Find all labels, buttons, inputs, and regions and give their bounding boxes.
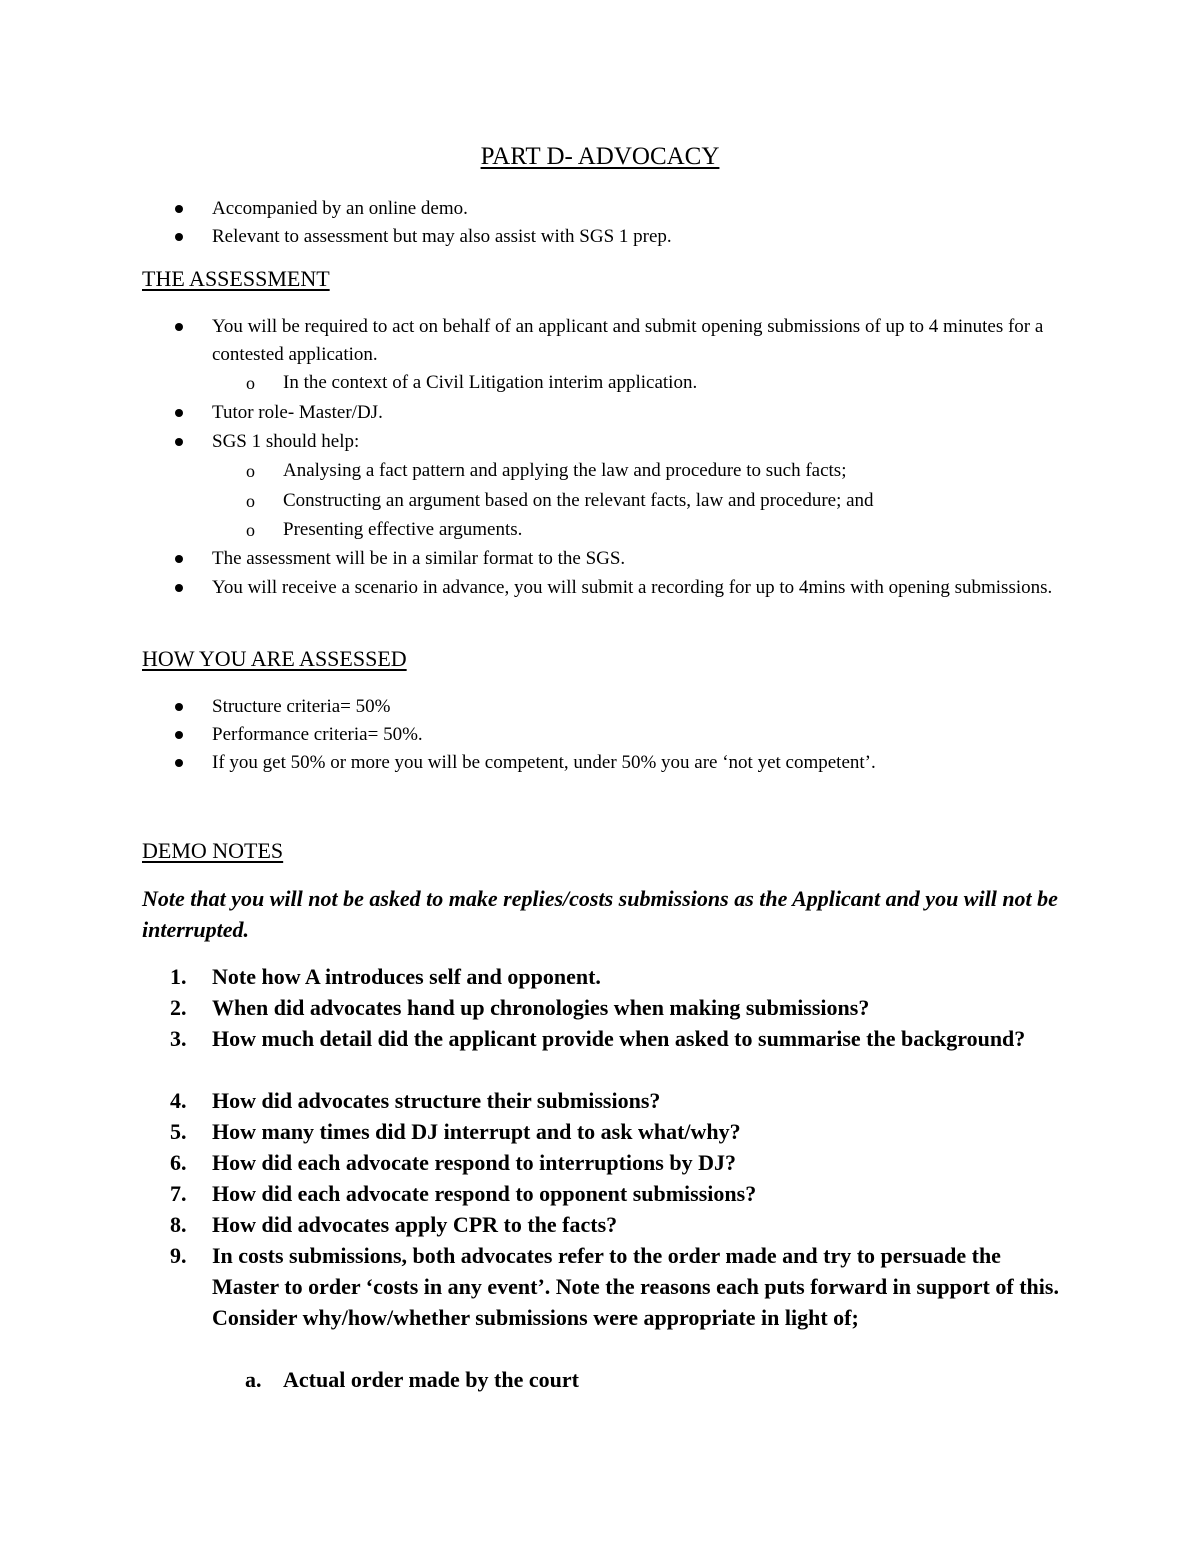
sub-bullet-marker: o [246, 461, 255, 481]
demo-note: Note that you will not be asked to make replies/costs submissions as the Applicant and you will not be interrupted. [142, 886, 1058, 942]
bullet-icon [175, 703, 183, 711]
bullet-icon [175, 323, 183, 331]
bullet-icon [175, 233, 183, 241]
bullet-icon [175, 759, 183, 767]
bullet-icon [175, 555, 183, 563]
section-heading-demo-notes: DEMO NOTES [142, 838, 284, 863]
document-page: PART D- ADVOCACY Accompanied by an online demo. Relevant to assessment but may also assist with SGS 1 prep. THE ASSESSMENT You will be required to act on behalf of an applicant and submit opening submissions of up to 4 minutes for a contested application. o In the context of a Civil Litigation interim application. Tutor role- Master/DJ. SGS 1 should help: o Analysing a fact pattern and applying the law and procedure to such facts; o Constructing an argument based on the relevant facts, law and procedure; and o Presenting effective arguments. The assessment will be in a similar format to the SGS. You will receive a scenario in advance, you will submit a recording for up to 4mins with opening submissions. HOW YOU ARE ASSESSED Structure criteria= 50% Performance criteria= 50%. If you get 50% or more you will be competent, under 50% you are ‘not yet competent’. DEMO NOTES Note that you will not be asked to make replies/costs submissions as the Applicant and you will not be interrupted. 1. Note how A introduces self and opponent. 2. When did advocates hand up chronologies when making submissions? 3. How much detail did the applicant provide when asked to summarise the background? 4. How did advocates structure their submissions? 5. How many times did DJ interrupt and to ask what/why? 6. How did each advocate respond to interruptions by DJ? 7. How did each advocate respond to opponent submissions? 8. How did advocates apply CPR to the facts? 9. In costs submissions, both advocates refer to the order made and try to persuade the Master to order ‘costs in any event’. Note the reasons each puts forward in support of this. Consider why/how/whether submissions were appropriate in light of; a. Actual order made by the court [0, 0, 1200, 1553]
page-title: PART D- ADVOCACY [480, 143, 720, 170]
bullet-icon [175, 409, 183, 417]
section-heading-assessment: THE ASSESSMENT [142, 266, 330, 291]
bullet-icon [175, 438, 183, 446]
bullet-icon [175, 731, 183, 739]
section-heading-how-assessed: HOW YOU ARE ASSESSED [142, 646, 407, 671]
sub-bullet-marker: o [246, 491, 255, 511]
bullet-icon [175, 205, 183, 213]
sub-bullet-marker: o [246, 373, 255, 393]
sub-bullet-marker: o [246, 520, 255, 540]
bullet-icon [175, 584, 183, 592]
